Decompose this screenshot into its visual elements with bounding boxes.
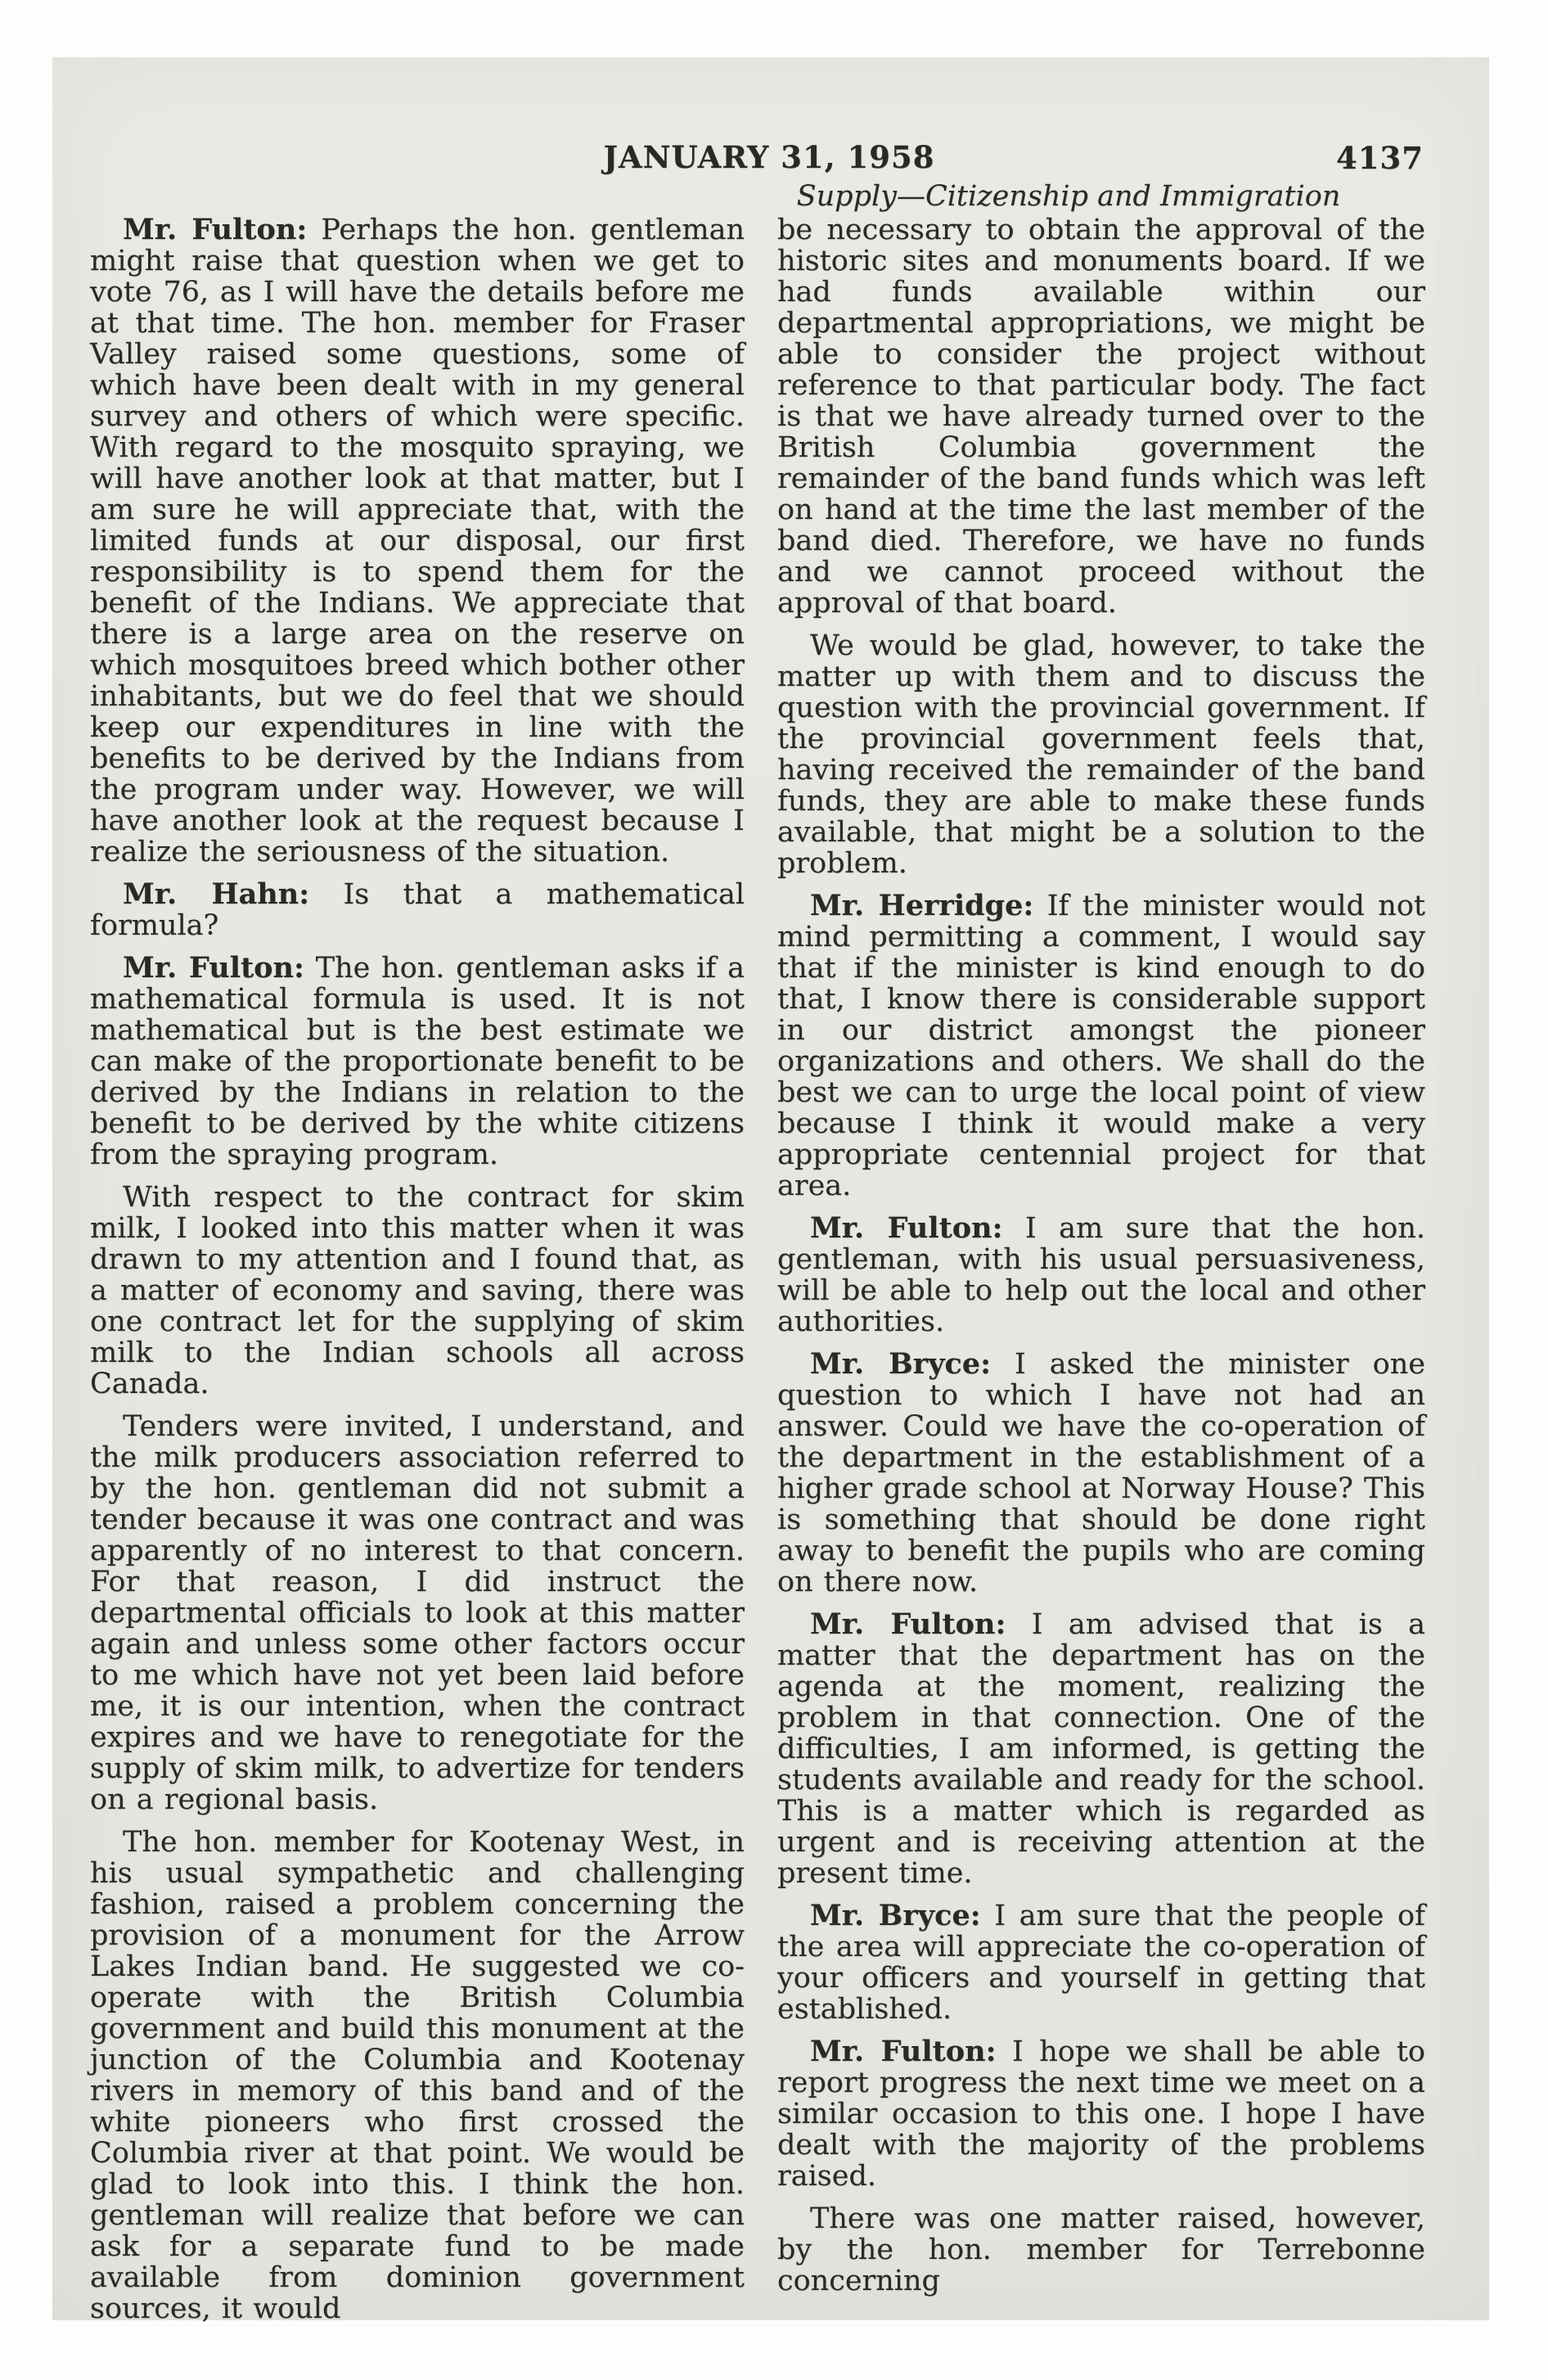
page-number: 4137	[1336, 140, 1424, 176]
paragraph: Mr. Bryce: I asked the minister one question to which I have not had an answer. Could we have the co-operation of the department in the establishment of a higher grade school at Norway House? This is something that should be done right away to benefit the pupils who are coming on there now.	[777, 1347, 1426, 1598]
page-header-date: JANUARY 31, 1958	[603, 139, 935, 175]
speaker-name: Mr. Bryce:	[810, 1899, 981, 1932]
speaker-name: Mr. Fulton:	[810, 2035, 997, 2068]
page-header	[90, 139, 1425, 180]
text-columns	[90, 214, 1425, 2324]
speaker-name: Mr. Hahn:	[123, 877, 310, 911]
paragraph: Mr. Fulton: I am sure that the hon. gentleman, with his usual persuasiveness, will be able to help out the local and other authorities.	[777, 1211, 1425, 1338]
speaker-name: Mr. Bryce:	[810, 1347, 992, 1381]
paragraph: Tenders were invited, I understand, and the milk producers association referred to by the hon. gentleman did not submit a tender because it was one contract and was apparently of no interest to that concern. For that reason, I did instruct the departmental officials to look at this matter again and unless some other factors occur to me which have not yet been laid before me, it is our intention, when the contract expires and we have to renegotiate for the supply of skim milk, to advertize for tenders on a regional basis.	[90, 1410, 745, 1816]
speaker-name: Mr. Fulton:	[810, 1607, 1006, 1641]
hansard-scanned-page	[52, 57, 1489, 2325]
column-left	[90, 214, 745, 2324]
paragraph: Mr. Fulton: I hope we shall be able to report progress the next time we meet on a similar occasion to this one. I hope I have dealt with the majority of the problems raised.	[777, 2035, 1425, 2193]
speaker-name: Mr. Fulton:	[810, 1211, 1003, 1245]
paragraph: There was one matter raised, however, by the hon. member for Terrebonne concerning	[777, 2202, 1425, 2297]
paragraph: Mr. Fulton: Perhaps the hon. gentleman might raise that question when we get to vote 76, as I will have the details before me at that time. The hon. member for Fraser Valley raised some questions, some of which have been dealt with in my general survey and others of which were specific. With regard to the mosquito spraying, we will have another look at that matter, but I am sure he will appreciate that, with the limited funds at our disposal, our first responsibility is to spend them for the benefit of the Indians. We appreciate that there is a large area on the reserve on which mosquitoes breed which bother other inhabitants, but we do feel that we should keep our expenditures in line with the benefits to be derived by the Indians from the program under way. However, we will have another look at the request because I realize the seriousness of the situation.	[90, 213, 745, 868]
speaker-name: Mr. Herridge:	[810, 889, 1034, 922]
column-right	[777, 214, 1425, 2324]
paragraph: With respect to the contract for skim milk, I looked into this matter when it was drawn to my attention and I found that, as a matter of economy and saving, there was one contract let for the supplying of skim milk to the Indian schools all across Canada.	[90, 1181, 745, 1400]
paragraph: be necessary to obtain the approval of the historic sites and monuments board. If we had funds available within our departmental appropriations, we might be able to consider the project without reference to that particular body. The fact is that we have already turned over to the British Columbia government the remainder of the band funds which was left on hand at the time the last member of the band died. Therefore, we have no funds and we cannot proceed without the approval of that board.	[777, 214, 1425, 620]
speaker-name: Mr. Fulton:	[123, 951, 304, 985]
paragraph: Mr. Hahn: Is that a mathematical formula?	[90, 877, 745, 942]
paragraph: The hon. member for Kootenay West, in his usual sympathetic and challenging fashion, raised a problem concerning the provision of a monument for the Arrow Lakes Indian band. He suggested we co-operate with the British Columbia government and build this monument at the junction of the Columbia and Kootenay rivers in memory of this band and of the white pioneers who first crossed the Columbia river at that point. We would be glad to look into this. I think the hon. gentleman will realize that before we can ask for a separate fund to be made available from dominion government sources, it would	[90, 1826, 745, 2325]
running-title: Supply—Citizenship and Immigration	[796, 180, 1341, 213]
paragraph: We would be glad, however, to take the matter up with them and to discuss the question with the provincial government. If the provincial government feels that, having received the remainder of the band funds, they are able to make these funds available, that might be a solution to the problem.	[777, 629, 1425, 880]
speaker-name: Mr. Fulton:	[123, 213, 308, 246]
paragraph: Mr. Fulton: I am advised that is a matter that the department has on the agenda at the moment, realizing the problem in that connection. One of the difficulties, I am informed, is getting the students available and ready for the school. This is a matter which is regarded as urgent and is receiving attention at the present time.	[777, 1607, 1426, 1890]
paragraph: Mr. Fulton: The hon. gentleman asks if a mathematical formula is used. It is not mathematical but is the best estimate we can make of the proportionate benefit to be derived by the Indians in relation to the benefit to be derived by the white citizens from the spraying program.	[90, 951, 745, 1171]
running-title-row	[90, 180, 1425, 214]
paragraph: Mr. Bryce: I am sure that the people of the area will appreciate the co-operation of your officers and yourself in getting that established.	[777, 1899, 1426, 2026]
paragraph: Mr. Herridge: If the minister would not mind permitting a comment, I would say that if the minister is kind enough to do that, I know there is considerable support in our district amongst the pioneer organizations and others. We shall do the best we can to urge the local point of view because I think it would make a very appropriate centennial project for that area.	[777, 889, 1425, 1202]
